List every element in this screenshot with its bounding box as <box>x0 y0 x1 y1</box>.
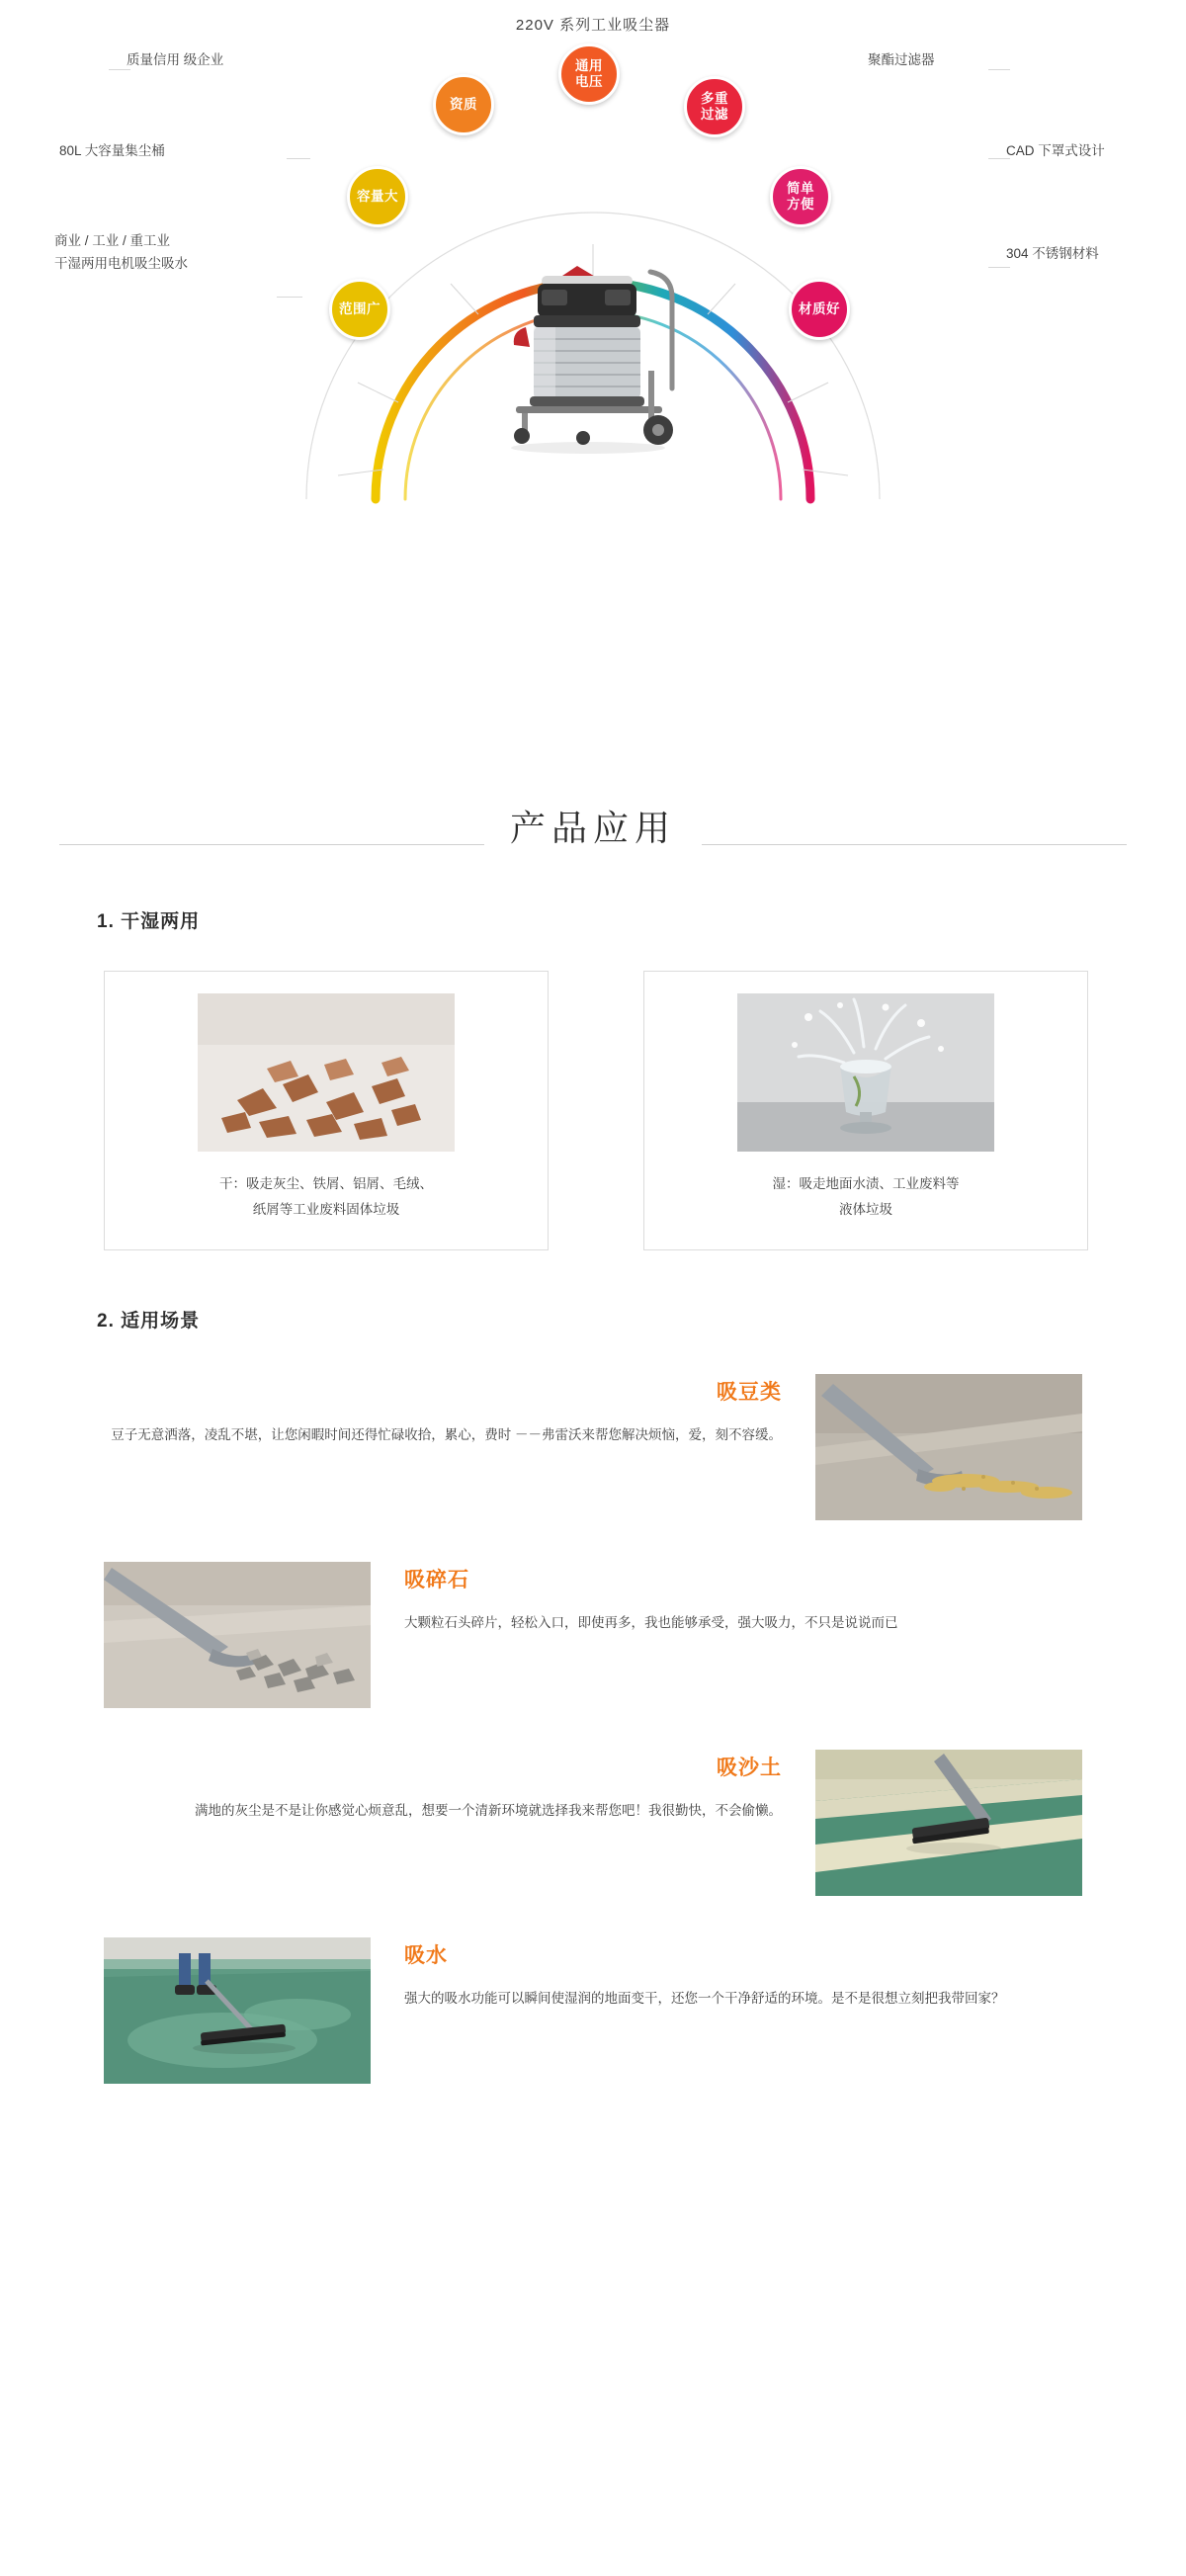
label-80l-drum: 80L 大容量集尘桶 <box>59 143 165 158</box>
section-header-product-application <box>30 781 1156 851</box>
label-usage-line1: 商业 / 工业 / 重工业 <box>54 233 171 248</box>
scene-gravel-image <box>104 1562 371 1708</box>
scene-beans-image <box>815 1374 1082 1520</box>
badge-good-material[interactable] <box>789 279 850 340</box>
vacuum-illustration <box>465 232 721 460</box>
badge-line-1: 简单 <box>787 181 814 197</box>
scene-gravel-body: 大颗粒石头碎片，轻松入口，即使再多，我也能够承受，强大吸力，不只是说说而已 <box>404 1614 898 1630</box>
scene-water-image <box>104 1937 371 2084</box>
badge-universal-voltage[interactable] <box>558 43 620 105</box>
wet-caption-line2: 液体垃圾 <box>839 1202 892 1218</box>
badge-multi-filter[interactable] <box>684 76 745 137</box>
sand-photo-svg <box>815 1750 1082 1896</box>
badge-line-1: 材质好 <box>799 301 840 317</box>
scene-water-body: 强大的吸水功能可以瞬间使湿润的地面变干，还您一个干净舒适的环境。是不是很想立刻把我带回家？ <box>404 1990 1005 2006</box>
subsection-title-wet-dry: 1. 干湿两用 <box>97 911 201 932</box>
connector-line <box>988 69 1010 70</box>
dry-debris-image <box>198 993 455 1152</box>
bottom-spacer <box>0 2084 1186 2202</box>
badge-line-2: 电压 <box>575 74 603 89</box>
badge-line-1: 通用 <box>575 58 603 74</box>
card-dry-use <box>104 971 549 1250</box>
scene-beans <box>0 1374 1186 1520</box>
wet-splash-image <box>737 993 994 1152</box>
label-usage-line2: 干湿两用电机吸尘吸水 <box>54 256 188 271</box>
dry-debris-svg <box>198 993 455 1152</box>
scene-beans-title: 吸豆类 <box>717 1380 782 1404</box>
scene-beans-body: 豆子无意洒落，凌乱不堪，让您闲暇时间还得忙碌收拾，累心，费时 －－弗雷沃来帮您解决烦恼，爱，刻不容缓。 <box>111 1426 782 1442</box>
badge-line-2: 方便 <box>787 197 814 212</box>
badge-line-1: 资质 <box>450 97 477 113</box>
card-wet-use <box>643 971 1088 1250</box>
scene-gravel-text <box>404 1562 1082 1637</box>
label-polyester-filter: 聚酯过滤器 <box>868 52 935 67</box>
scene-sand-text <box>104 1750 782 1825</box>
page-title: 产品应用 <box>484 801 702 851</box>
connector-line <box>988 267 1010 268</box>
dry-caption-line2: 纸屑等工业废料固体垃圾 <box>252 1202 400 1218</box>
scene-sand-image <box>815 1750 1082 1896</box>
water-floor-photo-svg <box>104 1937 371 2084</box>
scene-sand-title: 吸沙土 <box>717 1756 782 1779</box>
scene-sand-body: 满地的灰尘是不是让你感觉心烦意乱，想要一个清新环境就选择我来帮您吧！我很勤快，不会偷懒。 <box>195 1802 782 1818</box>
connector-line <box>287 158 310 159</box>
product-image <box>465 232 721 460</box>
wet-dry-cards <box>104 971 1186 1250</box>
connector-line <box>109 69 130 70</box>
badge-line-1: 范围广 <box>339 301 381 317</box>
gravel-photo-svg <box>104 1562 371 1708</box>
badge-line-2: 过滤 <box>701 107 728 122</box>
wet-caption-line1: 湿：吸走地面水渍、工业废料等 <box>772 1176 960 1191</box>
hero-section <box>0 0 1186 781</box>
dry-caption-line1: 干：吸走灰尘、铁屑、铝屑、毛绒、 <box>219 1176 433 1191</box>
badge-line-1: 多重 <box>701 91 728 107</box>
hero-title: 220V 系列工业吸尘器 <box>515 17 671 34</box>
water-splash-svg <box>737 993 994 1152</box>
connector-line <box>988 158 1010 159</box>
beans-photo-svg <box>815 1374 1082 1520</box>
scene-gravel-title: 吸碎石 <box>404 1568 469 1591</box>
badge-large-capacity[interactable] <box>347 166 408 227</box>
scene-water <box>0 1937 1186 2084</box>
connector-line <box>277 297 302 298</box>
scene-water-text <box>404 1937 1082 2013</box>
label-304-steel: 304 不锈钢材料 <box>1006 246 1099 261</box>
label-quality-enterprise: 质量信用 级企业 <box>127 52 224 67</box>
scene-water-title: 吸水 <box>404 1943 448 1967</box>
scene-gravel <box>0 1562 1186 1708</box>
scene-beans-text <box>104 1374 782 1449</box>
badge-simple-convenient[interactable] <box>770 166 831 227</box>
badge-line-1: 容量大 <box>357 189 398 205</box>
subsection-title-scenes: 2. 适用场景 <box>97 1310 201 1331</box>
label-cad-design: CAD 下罩式设计 <box>1006 143 1105 158</box>
badge-wide-range[interactable] <box>329 279 390 340</box>
scene-sand <box>0 1750 1186 1896</box>
badge-qualification[interactable] <box>433 74 494 135</box>
